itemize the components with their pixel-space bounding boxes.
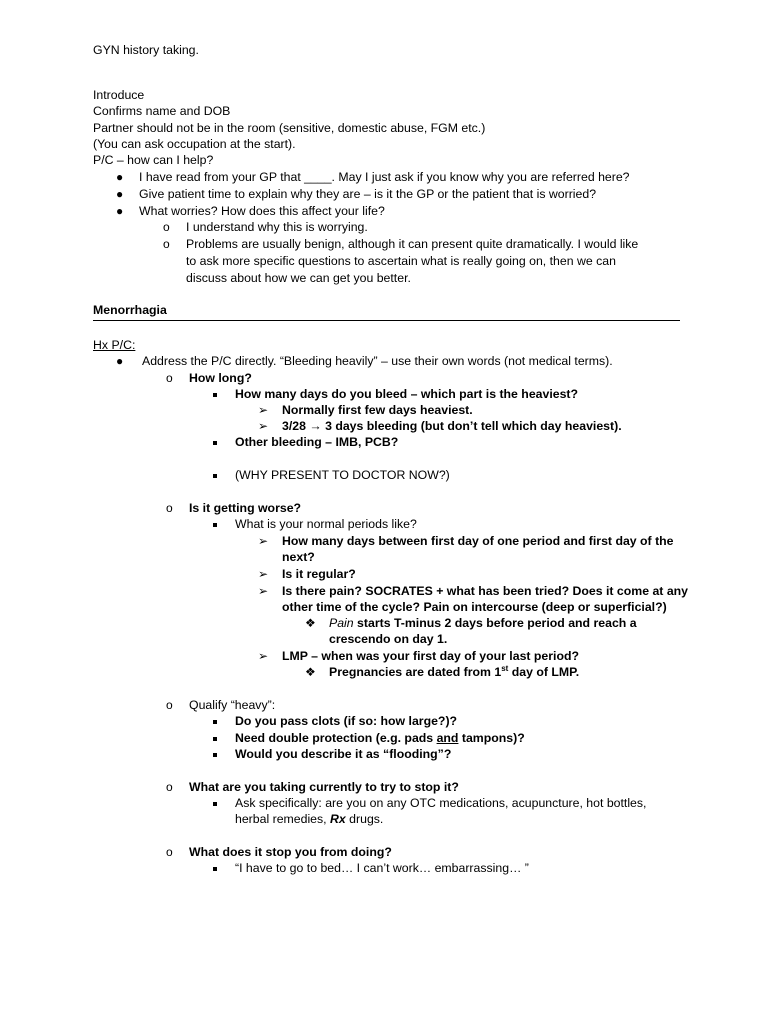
bullet-dot-icon: ● [116, 170, 124, 184]
hx-label: Hx P/C: [93, 338, 136, 352]
bullet-square-icon [213, 523, 217, 527]
bullet-dot-icon: ● [116, 354, 124, 368]
intro-bullet: I have read from your GP that ____. May I just ask if you know why you are referred here? [139, 170, 630, 184]
taking-text-cont [235, 811, 383, 827]
bullet-square-icon [213, 802, 217, 806]
bullet-square-icon [213, 753, 217, 757]
bullet-dot-icon: ● [116, 204, 124, 218]
bullet-square-icon [213, 441, 217, 445]
bullet-square-icon [213, 737, 217, 741]
taking-text: Ask specifically: are you on any OTC medications, acupuncture, hot bottles, [235, 796, 647, 810]
pain-note [329, 615, 637, 631]
taking-l2-end: drugs. [345, 812, 384, 826]
how-long-q1: How many days do you bleed – which part is the heaviest? [235, 387, 579, 401]
diamond-bullet-icon: ❖ [305, 616, 316, 630]
intro-bullet: Give patient time to explain why they are – is it the GP or the patient that is worried? [139, 187, 597, 201]
arrow-bullet-icon: ➢ [258, 584, 269, 598]
qualify-q2-underline: and [436, 731, 459, 745]
taking-l2-text: herbal remedies, [235, 812, 331, 826]
bullet-circle-icon: o [163, 237, 170, 251]
bullet-dot-icon: ● [116, 187, 124, 201]
taking-rx: Rx [330, 812, 346, 826]
qualify-q2-end: tampons)? [458, 731, 525, 745]
arrow-bullet-icon: ➢ [258, 534, 269, 548]
qualify-q3: Would you describe it as “flooding”? [235, 747, 452, 761]
bullet-square-icon [213, 720, 217, 724]
stop-quote: “I have to go to bed… I can’t work… embarrassing… ” [235, 861, 529, 875]
intro-line: (You can ask occupation at the start). [93, 137, 296, 151]
worse-a3-cont: other time of the cycle? Pain on intercourse (deep or superficial?) [282, 600, 667, 614]
bullet-square-icon [213, 474, 217, 478]
bullet-circle-icon: o [166, 698, 173, 712]
bullet-circle-icon: o [166, 371, 173, 385]
main-bullet: Address the P/C directly. “Bleeding heavily” – use their own words (not medical terms). [142, 354, 613, 368]
worse-q1: What is your normal periods like? [235, 517, 417, 531]
how-long-q2: Other bleeding – IMB, PCB? [235, 435, 399, 449]
section-divider [93, 320, 680, 321]
pain-note-cont: crescendo on day 1. [329, 632, 448, 646]
qualify-q1: Do you pass clots (if so: how large?)? [235, 714, 458, 728]
worse-a2: Is it regular? [282, 567, 356, 581]
preg-text: Pregnancies are dated from 1 [329, 665, 502, 679]
bullet-circle-icon: o [166, 501, 173, 515]
bullet-circle-icon: o [166, 780, 173, 794]
intro-line: P/C – how can I help? [93, 153, 214, 167]
bullet-square-icon [213, 393, 217, 397]
worse-lmp: LMP – when was your first day of your last period? [282, 649, 580, 663]
preg-sup: st [501, 663, 509, 673]
pain-text: starts T-minus 2 days before period and reach a [353, 616, 637, 630]
stop-heading: What does it stop you from doing? [189, 845, 392, 859]
intro-sub-bullet-cont: discuss about how we can get you better. [186, 271, 411, 285]
how-long-heading: How long? [189, 371, 252, 385]
pregnancy-note [329, 664, 579, 680]
qualify-q2-text: Need double protection (e.g. pads [235, 731, 437, 745]
bullet-square-icon [213, 867, 217, 871]
taking-heading: What are you taking currently to try to stop it? [189, 780, 459, 794]
intro-sub-bullet-cont: to ask more specific questions to ascertain what is really going on, then we can [186, 254, 616, 268]
qualify-heading: Qualify “heavy”: [189, 698, 276, 712]
intro-line: Confirms name and DOB [93, 104, 231, 118]
bullet-circle-icon: o [163, 220, 170, 234]
arrow-bullet-icon: ➢ [258, 567, 269, 581]
qualify-q2 [235, 730, 525, 746]
page-title: GYN history taking. [93, 43, 199, 57]
preg-text-end: day of LMP. [508, 665, 580, 679]
intro-sub-bullet: I understand why this is worrying. [186, 220, 368, 234]
arrow-bullet-icon: ➢ [258, 419, 269, 433]
how-long-q1a: Normally first few days heaviest. [282, 403, 473, 417]
how-long-q3: (WHY PRESENT TO DOCTOR NOW?) [235, 468, 450, 482]
intro-line: Partner should not be in the room (sensitive, domestic abuse, FGM etc.) [93, 121, 486, 135]
how-long-q1b: 3/28 → 3 days bleeding (but don’t tell which day heaviest). [282, 419, 622, 433]
intro-sub-bullet: Problems are usually benign, although it can present quite dramatically. I would like [186, 237, 639, 251]
arrow-bullet-icon: ➢ [258, 403, 269, 417]
worse-heading: Is it getting worse? [189, 501, 302, 515]
worse-a1-cont: next? [282, 550, 315, 564]
section-title: Menorrhagia [93, 303, 167, 317]
bullet-circle-icon: o [166, 845, 173, 859]
pain-label: Pain [329, 616, 354, 630]
worse-a3: Is there pain? SOCRATES + what has been tried? Does it come at any [282, 584, 689, 598]
diamond-bullet-icon: ❖ [305, 665, 316, 679]
intro-bullet: What worries? How does this affect your life? [139, 204, 385, 218]
intro-line: Introduce [93, 88, 145, 102]
worse-a1: How many days between first day of one period and first day of the [282, 534, 674, 548]
arrow-bullet-icon: ➢ [258, 649, 269, 663]
